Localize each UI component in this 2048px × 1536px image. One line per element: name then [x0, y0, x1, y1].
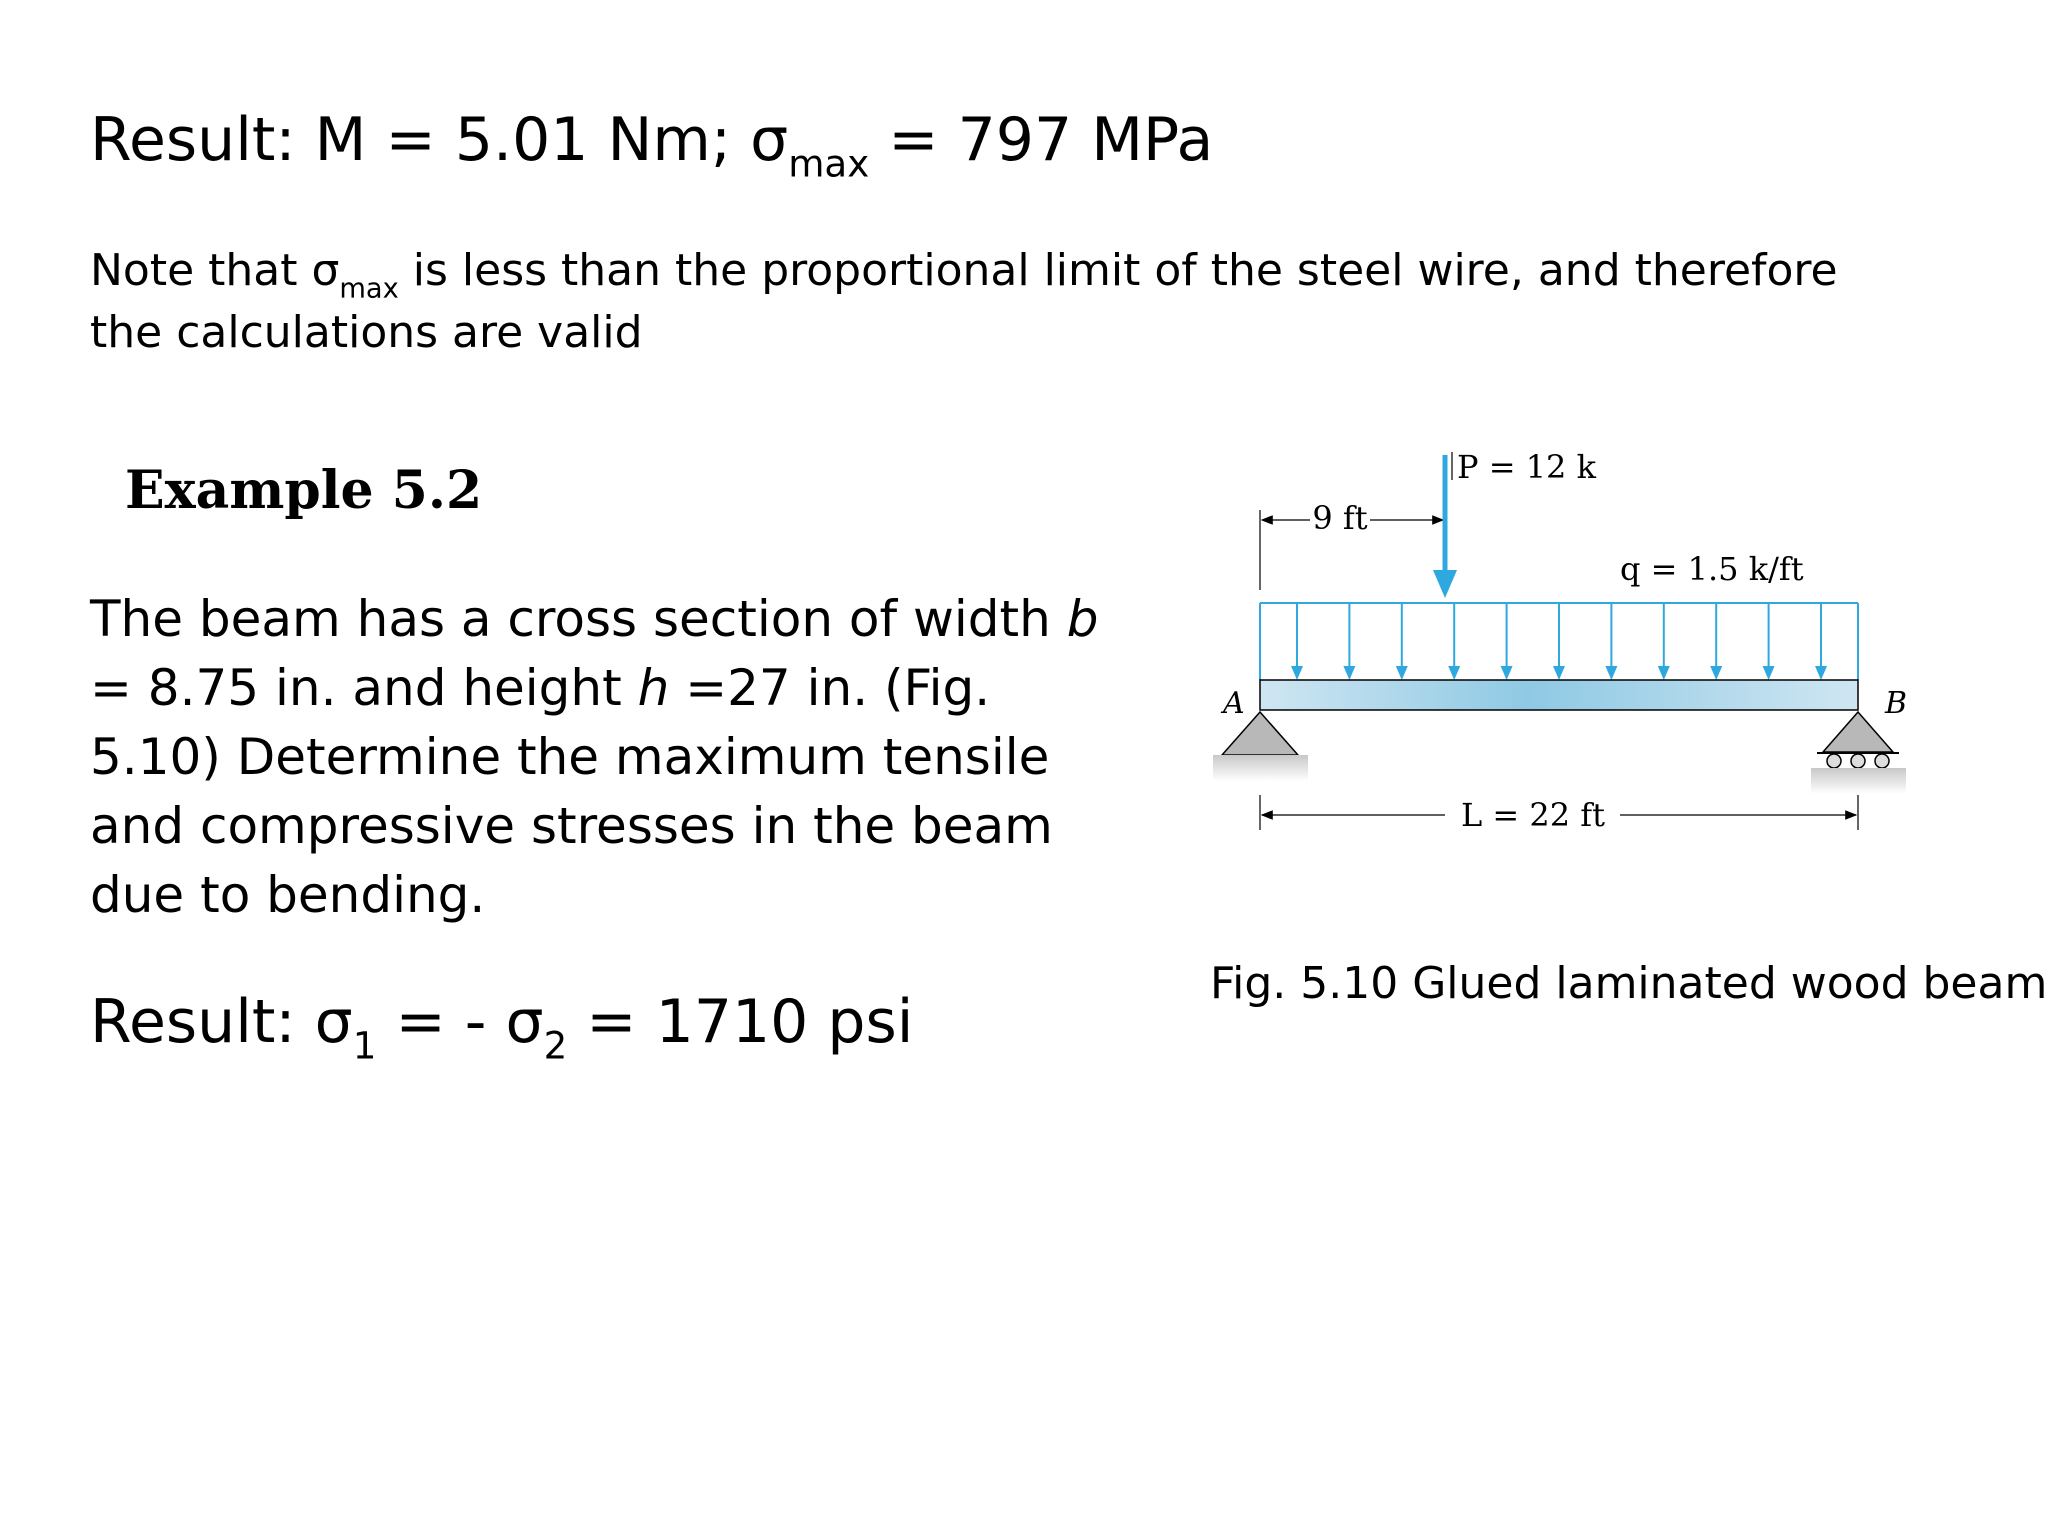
validity-note: Note that $\sigma_{max}$ is less than the proportional limit of the steel wire, and therefore the calculations are valid [90, 245, 1838, 358]
roller-support-icon [1823, 712, 1893, 752]
result-line-2: Result: $\sigma_1$ = - $\sigma_2 = 1710$ psi [90, 987, 914, 1068]
distributed-load-label: q = 1.5 k/ft [1620, 550, 1804, 588]
down-arrow-icon [1396, 666, 1408, 680]
down-arrow-icon [1501, 666, 1513, 680]
figure-caption: Fig. 5.10 Glued laminated wood beam [1210, 958, 2048, 1009]
support-b-label: B [1885, 686, 1908, 721]
down-arrow-icon [1658, 666, 1670, 680]
down-arrow-icon [1553, 666, 1565, 680]
support-a-label: A [1223, 686, 1245, 721]
down-arrow-icon [1605, 666, 1617, 680]
down-arrow-icon [1291, 666, 1303, 680]
beam [1260, 680, 1858, 710]
roller-wheel-icon [1875, 754, 1889, 768]
down-arrow-icon [1710, 666, 1722, 680]
down-arrow-icon [1448, 666, 1460, 680]
problem-statement: The beam has a cross section of width b = 8.75 in. and height h =27 in. (Fig. 5.10) Determine the maximum tensile and compressive stresses in the beam due to bending. [90, 590, 1099, 924]
example-heading: Example 5.2 [125, 460, 483, 521]
distributed-load-arrows [1291, 603, 1827, 680]
dim-9ft-label: 9 ft [1312, 499, 1368, 537]
roller-wheel-icon [1851, 754, 1865, 768]
down-arrow-icon [1343, 666, 1355, 680]
ground-a [1213, 755, 1308, 781]
result-line-1: Result: M = 5.01 Nm; $\sigma_{max} = 797$ MPa [90, 105, 1214, 186]
point-load-label: P = 12 k [1457, 448, 1596, 486]
beam-figure [1205, 440, 1945, 840]
roller-wheel-icon [1827, 754, 1841, 768]
ground-b [1811, 768, 1906, 794]
down-arrow-icon [1763, 666, 1775, 680]
point-load-arrow-icon [1433, 570, 1457, 598]
down-arrow-icon [1815, 666, 1827, 680]
dim-l-label: L = 22 ft [1461, 796, 1605, 834]
